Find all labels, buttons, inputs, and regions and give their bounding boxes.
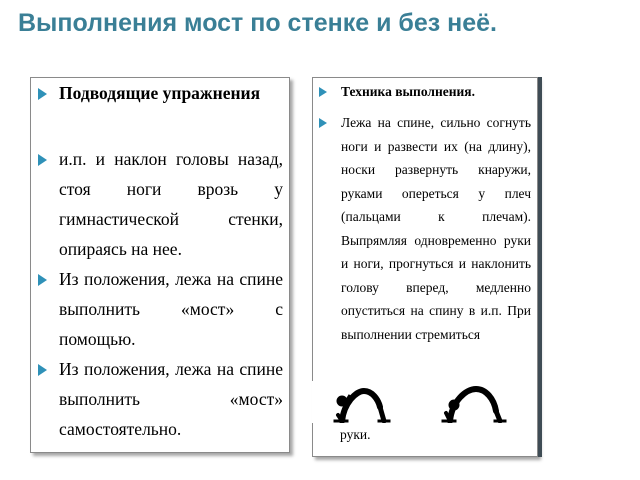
panel-edge-strip bbox=[538, 77, 542, 457]
list-item bbox=[313, 80, 537, 104]
list-item-text: и.п. и наклон головы назад, стоя ноги врозь у гимнастической стенки, опираясь на нее. bbox=[59, 149, 283, 259]
bullet-arrow-icon bbox=[38, 88, 47, 100]
bridge-illustration bbox=[312, 381, 524, 423]
bullet-arrow-icon bbox=[319, 118, 327, 128]
list-item bbox=[31, 78, 289, 108]
technique-heading: Техника выполнения. bbox=[341, 84, 475, 99]
bullet-arrow-icon bbox=[38, 154, 47, 166]
bridge-pose-figure-2-icon bbox=[442, 389, 506, 422]
bullet-arrow-icon bbox=[38, 274, 47, 286]
list-item-text: Подводящие упражнения bbox=[59, 83, 261, 103]
bullet-arrow-icon bbox=[38, 364, 47, 376]
technique-body: Лежа на спине, сильно согнуть ноги и развести их (на длину), носки развернуть кнаружи, руками опереться у плеч (пальцами к плечам). Выпрямляя одновременно руки и ноги, прогнуться и наклонить голову вперед, медленно опуститься на спину в и.п. При выполнении стремиться bbox=[341, 115, 531, 342]
bridge-pose-figure-1-icon bbox=[334, 391, 390, 422]
technique-trailing-text: руки. bbox=[340, 427, 371, 442]
list-item-text: Из положения, лежа на спине выполнить «мост» с помощью. bbox=[59, 269, 283, 349]
list-item bbox=[31, 354, 289, 444]
bullet-arrow-icon bbox=[319, 87, 327, 97]
slide-title: Выполнения мост по стенке и без неё. bbox=[18, 9, 497, 37]
left-panel-card bbox=[30, 77, 290, 453]
list-item bbox=[31, 264, 289, 354]
left-bullet-list bbox=[31, 78, 289, 452]
list-item bbox=[31, 144, 289, 264]
list-item-text: Из положения, лежа на спине выполнить «мост» самостоятельно. bbox=[59, 359, 283, 439]
